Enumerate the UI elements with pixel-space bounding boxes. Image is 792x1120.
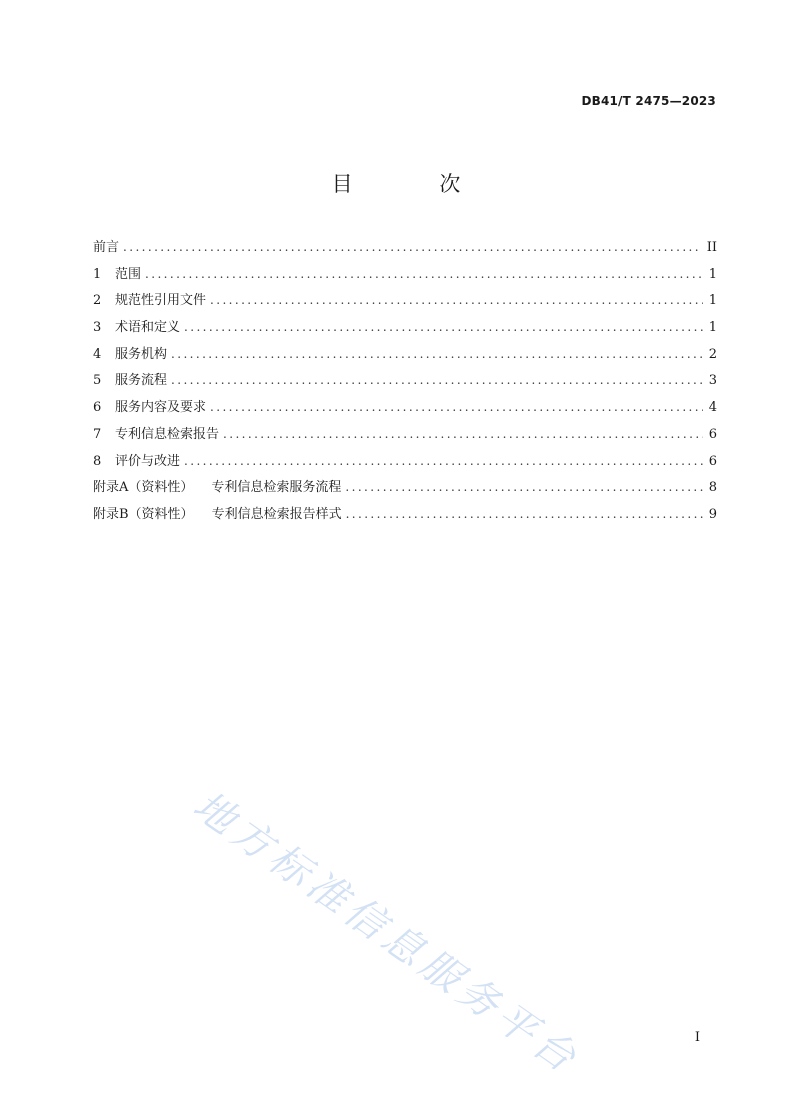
toc-entry-page: 1 [708,293,717,309]
toc-entry-page: 1 [708,266,717,282]
leader-dots [171,373,703,387]
leader-dots [210,293,703,307]
watermark: 地方标准信息服务平台 [184,782,588,1085]
leader-dots [145,267,703,281]
toc-entry-label: 服务流程 [115,373,168,389]
leader-dots [210,400,703,414]
toc-entry-page: 3 [708,373,717,389]
appendix-title: 专利信息检索服务流程 [211,480,342,496]
toc-entry-page: 6 [708,426,717,442]
toc-entry-number: 8 [93,453,102,469]
toc-entry-number: 5 [93,373,102,389]
toc-entry-label: 前言 [93,240,120,255]
appendix-prefix: 附录A（资料性） [93,480,194,496]
toc-entry-service-content[interactable] [93,396,717,423]
toc-entry-page: II [706,240,717,255]
toc-entry-evaluation[interactable] [93,450,717,477]
leader-dots [184,454,703,468]
table-of-contents [93,236,717,530]
toc-entry-service-process[interactable] [93,369,717,396]
toc-entry-normative-references[interactable] [93,289,717,316]
toc-entry-page: 6 [708,453,717,469]
toc-entry-search-report[interactable] [93,423,717,450]
toc-entry-label: 范围 [115,266,142,282]
toc-entry-page: 1 [708,320,717,336]
toc-entry-foreword[interactable] [93,236,717,263]
toc-entry-label: 服务机构 [115,346,168,362]
toc-entry-number: 6 [93,400,102,416]
toc-entry-label: 术语和定义 [115,320,181,336]
toc-entry-service-organization[interactable] [93,343,717,370]
toc-entry-label [93,503,342,522]
toc-entry-page: 8 [708,480,717,496]
appendix-title: 专利信息检索报告样式 [211,506,342,522]
leader-dots [184,320,703,334]
toc-entry-label [93,476,341,495]
toc-entry-terms-definitions[interactable] [93,316,717,343]
toc-entry-number: 4 [93,346,102,362]
toc-entry-label: 专利信息检索报告 [115,426,220,442]
toc-entry-page: 4 [708,400,717,416]
toc-entry-label: 服务内容及要求 [115,400,207,416]
toc-entry-scope[interactable] [93,263,717,290]
toc-entry-number: 1 [93,266,102,282]
leader-dots [223,427,703,441]
leader-dots [123,240,701,254]
toc-entry-number: 3 [93,320,102,336]
toc-entry-label: 评价与改进 [115,453,181,469]
toc-title: 目 次 [331,172,501,196]
toc-entry-page: 9 [708,506,717,522]
appendix-prefix: 附录B（资料性） [93,506,194,522]
leader-dots [171,347,703,361]
page-number: I [694,1030,700,1045]
toc-entry-label: 规范性引用文件 [115,293,207,309]
toc-entry-page: 2 [708,346,717,362]
toc-entry-appendix-a[interactable] [93,476,717,503]
toc-entry-number: 2 [93,293,102,309]
toc-entry-number: 7 [93,426,102,442]
document-code: DB41/T 2475—2023 [581,94,716,108]
toc-entry-appendix-b[interactable] [93,503,717,530]
leader-dots [345,480,702,494]
leader-dots [346,507,703,521]
